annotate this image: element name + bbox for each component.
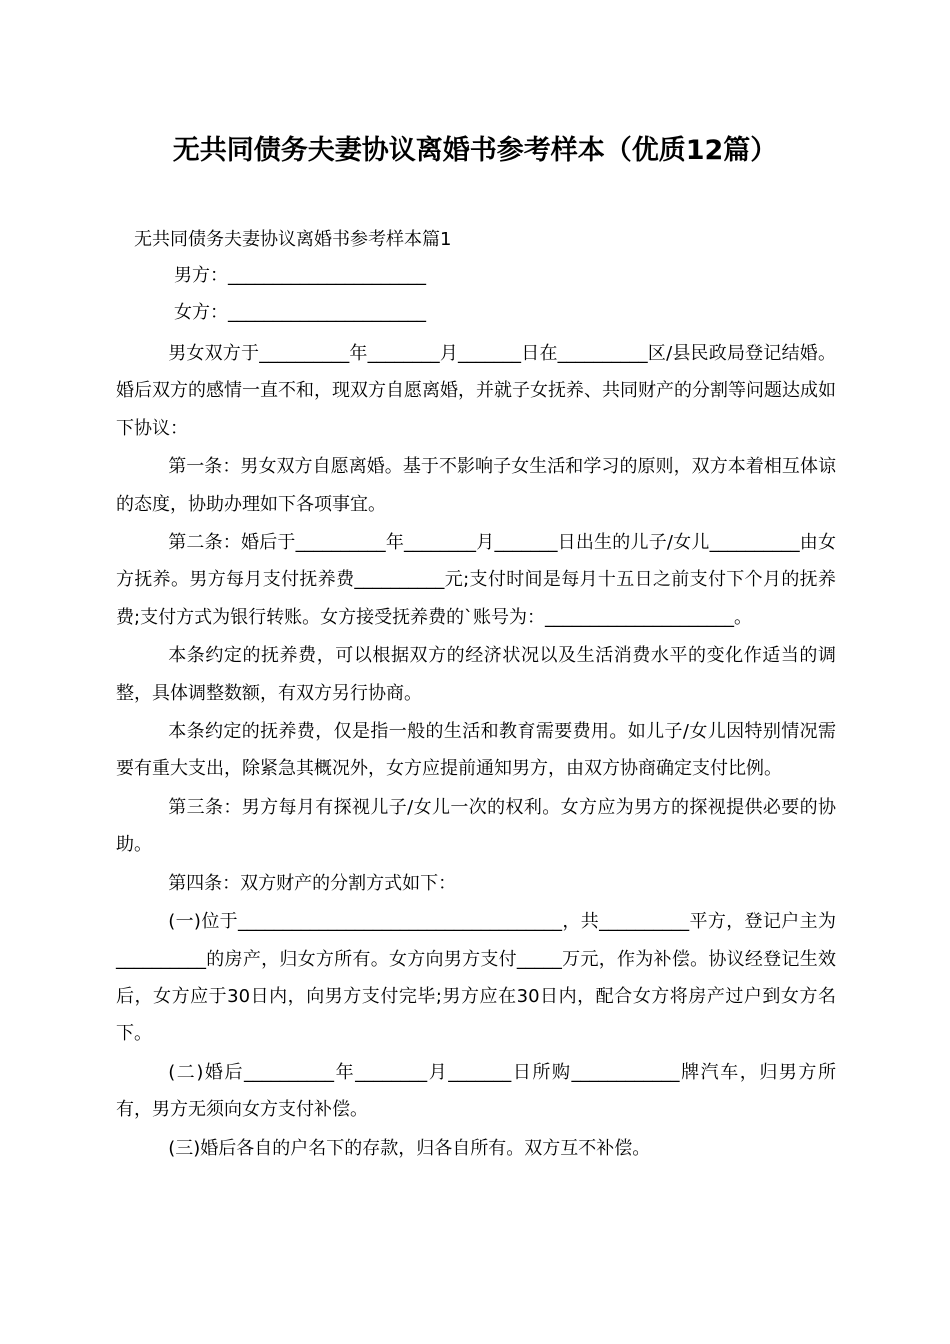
paragraph-article-4: 第四条：双方财产的分割方式如下： xyxy=(168,872,457,894)
paragraph-property-house: (一)位于____________________________________，共__________平方，登记户主为__________的房产，归女方所有。女方向男方支付_____万元，作为补偿。协议经登记生效后，女方应于30日内，向男方支付完毕;男方应在30日内，配合女方将房产过户到女方名下。 xyxy=(116,911,836,1045)
document-title: 无共同债务夫妻协议离婚书参考样本（优质12篇） xyxy=(172,135,778,166)
paragraph-property-car: (二)婚后__________年________月_______日所购____________牌汽车，归男方所有，男方无须向女方支付补偿。 xyxy=(116,1061,836,1121)
paragraph-article-3: 第三条：男方每月有探视儿子/女儿一次的权利。女方应为男方的探视提供必要的协助。 xyxy=(116,796,836,856)
agreement-body xyxy=(116,335,836,1168)
paragraph-registration: 男女双方于__________年________月_______日在__________区/县民政局登记结婚。婚后双方的感情一直不和，现双方自愿离婚，并就子女抚养、共同财产的分割等问题达成如下协议： xyxy=(116,343,836,439)
paragraph-property-savings: (三)婚后各自的户名下的存款，归各自所有。双方互不补偿。 xyxy=(168,1137,651,1159)
paragraph-article-1: 第一条：男女双方自愿离婚。基于不影响子女生活和学习的原则，双方本着相互体谅的态度，协助办理如下各项事宜。 xyxy=(116,456,836,515)
paragraph-article-2: 第二条：婚后于__________年________月_______日出生的儿子/女儿__________由女方抚养。男方每月支付抚养费__________元;支付时间是每月十五日之前支付下个月的抚养费;支付方式为银行转账。女方接受抚养费的`账号为：_____________________。 xyxy=(116,532,836,628)
female-party-field: 女方：______________________ xyxy=(174,302,426,323)
male-party-field: 男方：______________________ xyxy=(174,265,426,286)
paragraph-support-scope: 本条约定的抚养费，仅是指一般的生活和教育需要费用。如儿子/女儿因特别情况需要有重大支出，除紧急其概况外，女方应提前通知男方，由双方协商确定支付比例。 xyxy=(116,721,836,780)
paragraph-support-adjustment: 本条约定的抚养费，可以根据双方的经济状况以及生活消费水平的变化作适当的调整，具体调整数额，有双方另行协商。 xyxy=(116,645,836,704)
section-heading: 无共同债务夫妻协议离婚书参考样本篇1 xyxy=(134,229,452,250)
